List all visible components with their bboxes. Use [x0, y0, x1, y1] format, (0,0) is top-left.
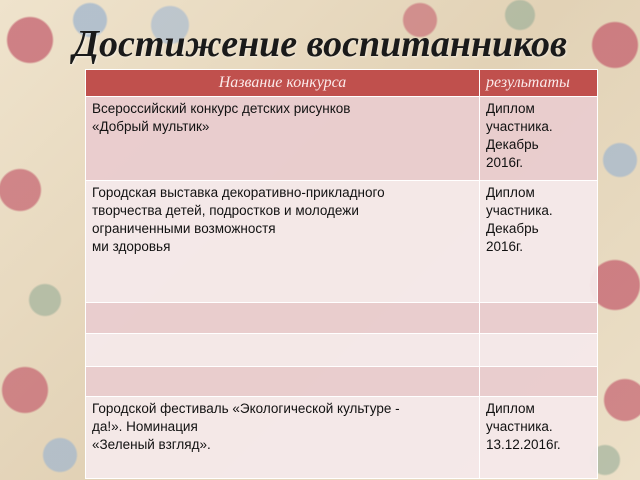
contest-cell: Городская выставка декоративно-прикладного творчества детей, подростков и молодежи ограниченными возможностя ми здоровья	[86, 181, 480, 303]
table-row	[86, 181, 598, 303]
column-header-contest: Название конкурса	[86, 70, 480, 97]
table-row	[86, 367, 598, 397]
page-title: Достижение воспитанников	[73, 23, 567, 65]
result-cell	[480, 367, 598, 397]
result-cell	[480, 303, 598, 334]
contest-cell	[86, 334, 480, 367]
contest-cell	[86, 303, 480, 334]
result-cell: Диплом участника. Декабрь 2016г.	[480, 97, 598, 181]
table-row	[86, 397, 598, 479]
column-header-results: результаты	[480, 70, 598, 97]
table-header-row	[86, 70, 598, 97]
table-row	[86, 303, 598, 334]
contest-cell: Всероссийский конкурс детских рисунков «Добрый мультик»	[86, 97, 480, 181]
result-cell: Диплом участника. 13.12.2016г.	[480, 397, 598, 479]
contest-cell	[86, 367, 480, 397]
result-cell	[480, 334, 598, 367]
result-cell: Диплом участника. Декабрь 2016г.	[480, 181, 598, 303]
table-row	[86, 97, 598, 181]
contest-cell: Городской фестиваль «Экологической культуре - да!». Номинация «Зеленый взгляд».	[86, 397, 480, 479]
achievements-table	[85, 69, 598, 479]
table-row	[86, 334, 598, 367]
